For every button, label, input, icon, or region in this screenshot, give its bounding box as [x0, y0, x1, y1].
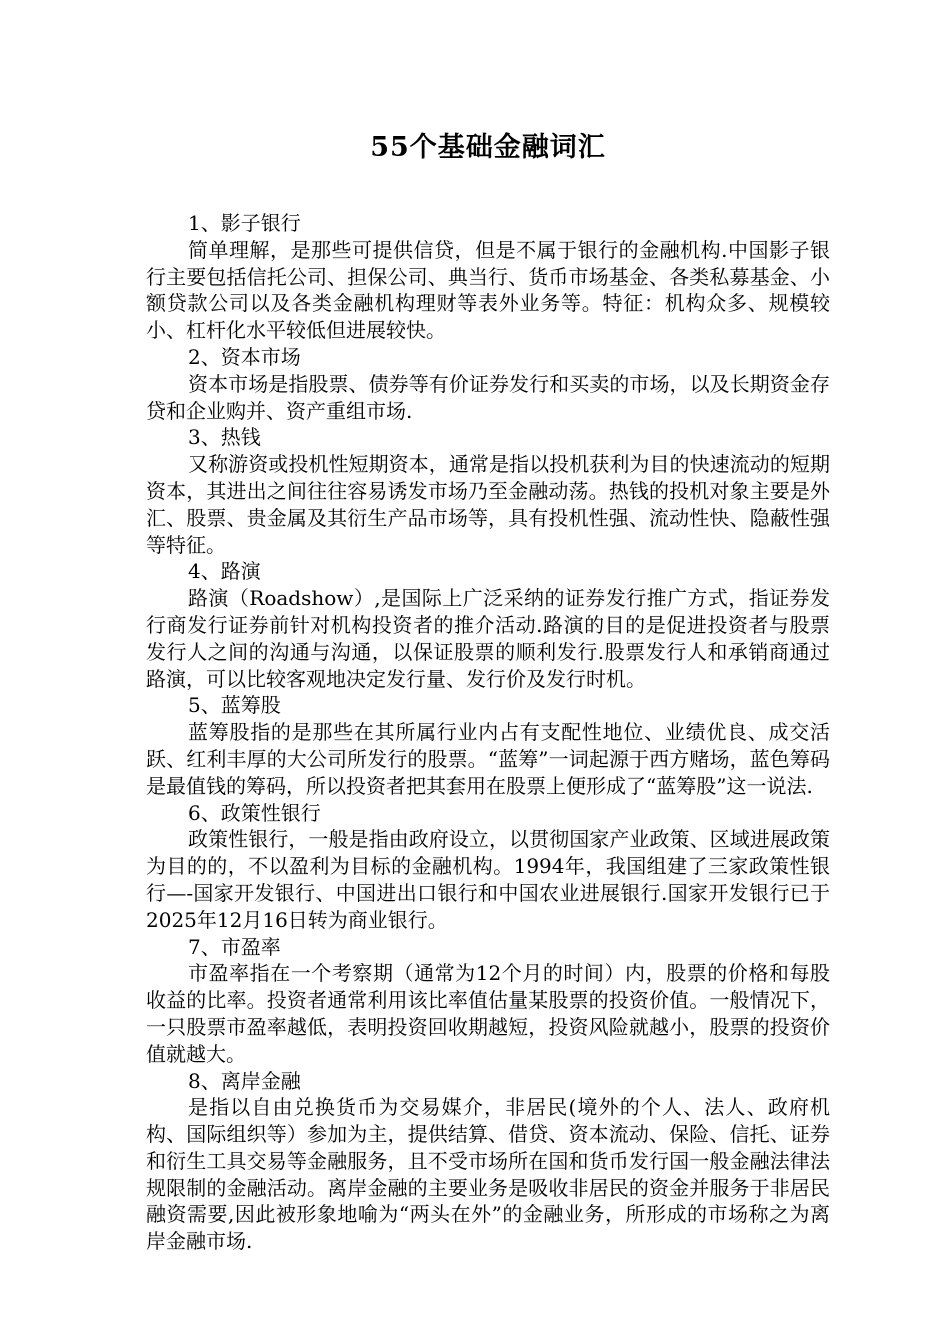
- document-body: [146, 210, 830, 1255]
- section-1: [146, 210, 830, 344]
- section-heading: 7、市盈率: [188, 934, 281, 959]
- section-heading: 1、影子银行: [188, 211, 301, 235]
- section-heading: 6、政策性银行: [188, 800, 321, 825]
- section-3: [146, 424, 830, 558]
- section-paragraph: 资本市场是指股票、债券等有价证券发行和买卖的市场，以及长期资金存贷和企业购并、资产重组市场.: [146, 371, 830, 423]
- section-paragraph: 路演（Roadshow）,是国际上广泛采纳的证券发行推广方式，指证券发行商发行证券前针对机构投资者的推介活动.路演的目的是促进投资者与股票发行人之间的沟通与沟通，以保证股票的顺利发行.股票发行人和承销商通过路演，可以比较客观地决定发行量、发行价及发行时机。: [146, 586, 830, 691]
- section-4: [146, 558, 830, 692]
- section-heading: 5、蓝筹股: [188, 693, 281, 718]
- section-5: [146, 692, 830, 799]
- section-paragraph: 简单理解，是那些可提供信贷，但是不属于银行的金融机构.中国影子银行主要包括信托公司、担保公司、典当行、货币市场基金、各类私募基金、小额贷款公司以及各类金融机构理财等表外业务等。特征：机构众多、规模较小、杠杆化水平较低但进展较快。: [146, 237, 830, 343]
- section-6: [146, 800, 830, 934]
- section-paragraph: 市盈率指在一个考察期（通常为12个月的时间）内，股票的价格和每股收益的比率。投资者通常利用该比率值估量某股票的投资价值。一般情况下，一只股票市盈率越低，表明投资回收期越短，投资风险就越小，股票的投资价值就越大。: [146, 961, 830, 1066]
- section-7: [146, 934, 830, 1068]
- document-title: 55个基础金融词汇: [370, 132, 606, 163]
- section-heading: 2、资本市场: [188, 344, 301, 369]
- section-paragraph: 蓝筹股指的是那些在其所属行业内占有支配性地位、业绩优良、成交活跃、红利丰厚的大公司所发行的股票。“蓝筹”一词起源于西方赌场，蓝色筹码是最值钱的筹码，所以投资者把其套用在股票上便形成了“蓝筹股”这一说法.: [146, 720, 830, 798]
- document-page: [146, 130, 830, 1255]
- section-8: [146, 1068, 830, 1256]
- section-paragraph: 又称游资或投机性短期资本，通常是指以投机获利为目的快速流动的短期资本，其进出之间往往容易诱发市场乃至金融动荡。热钱的投机对象主要是外汇、股票、贵金属及其衍生产品市场等，具有投机性强、流动性快、隐蔽性强等特征。: [146, 452, 830, 557]
- section-2: [146, 344, 830, 424]
- section-heading: 3、热钱: [188, 425, 261, 450]
- section-heading: 4、路演: [188, 559, 261, 584]
- section-paragraph: 是指以自由兑换货币为交易媒介，非居民(境外的个人、法人、政府机构、国际组织等）参加为主，提供结算、借贷、资本流动、保险、信托、证券和衍生工具交易等金融服务，且不受市场所在国和货币发行国一般金融法律法规限制的金融活动。离岸金融的主要业务是吸收非居民的资金并服务于非居民融资需要,因此被形象地喻为“两头在外”的金融业务，所形成的市场称之为离岸金融市场.: [146, 1095, 830, 1254]
- section-paragraph: 政策性银行，一般是指由政府设立，以贯彻国家产业政策、区域进展政策为目的的，不以盈利为目标的金融机构。1994年，我国组建了三家政策性银行—-国家开发银行、中国进出口银行和中国农业进展银行.国家开发银行已于2025年12月16日转为商业银行。: [146, 827, 830, 932]
- section-heading: 8、离岸金融: [188, 1068, 301, 1093]
